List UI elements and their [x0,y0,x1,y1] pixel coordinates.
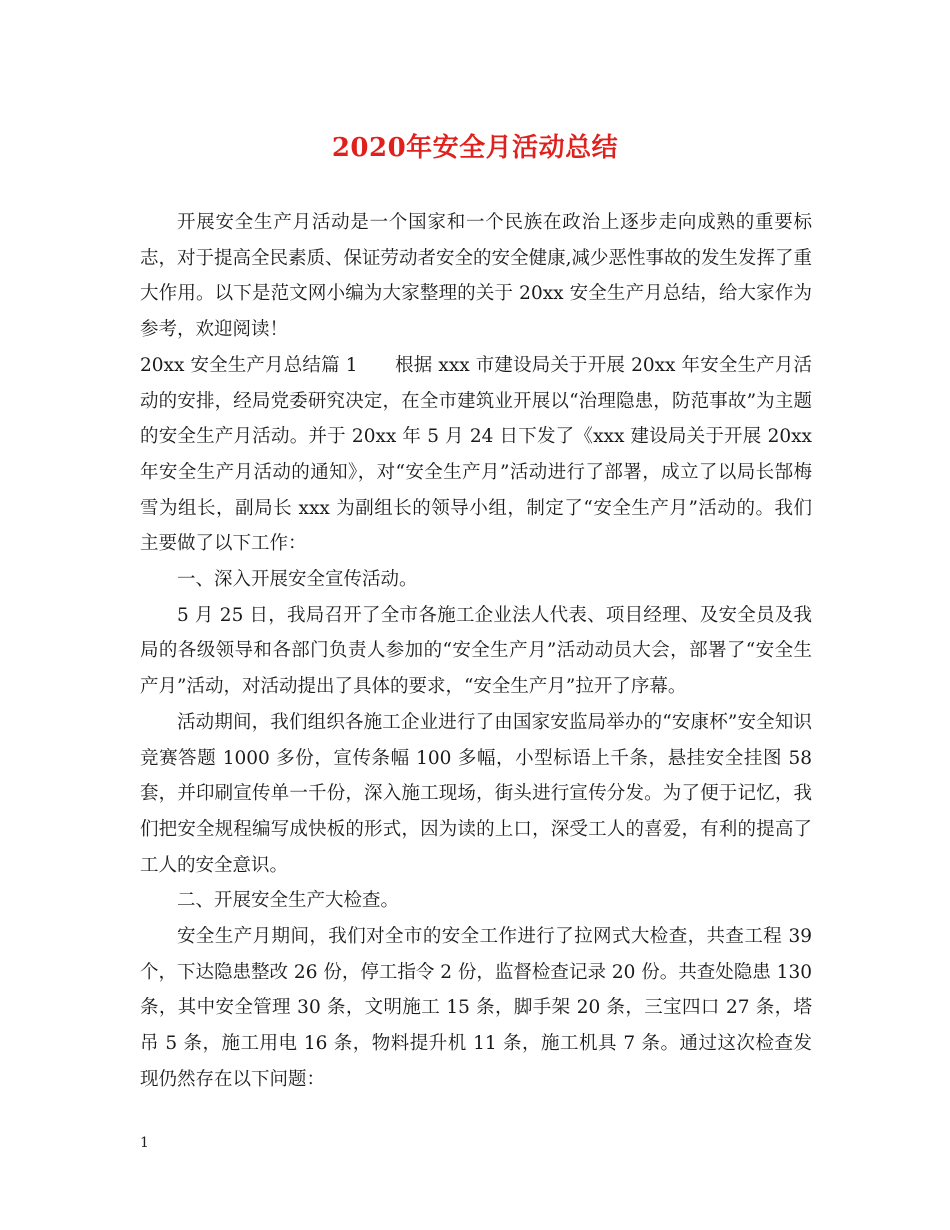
page-number: 1 [140,1135,149,1151]
heading-section-1: 一、深入开展安全宣传活动。 [177,569,418,591]
paragraph-mobilization: 5 月 25 日，我局召开了全市各施工企业法人代表、项目经理、及安全员及我局的各级领导和各部门负责人参加的“安全生产月”活动动员大会，部署了“安全生产月”活动，对活动提出了具体的要求，“安全生产月”拉开了序幕。 [140,604,812,698]
paragraph-intro: 开展安全生产月活动是一个国家和一个民族在政治上逐步走向成熟的重要标志，对于提高全民素质、保证劳动者安全的安全健康,减少恶性事故的发生发挥了重大作用。以下是范文网小编为大家整理的关于 20xx 安全生产月总结，给大家作为参考，欢迎阅读！ [140,212,812,341]
paragraph-inspection: 安全生产月期间，我们对全市的安全工作进行了拉网式大检查，共查工程 39 个，下达隐患整改 26 份，停工指令 2 份，监督检查记录 20 份。共查处隐患 130 条，其中安全管理 30 条，文明施工 15 条，脚手架 20 条，三宝四口 27 条，塔吊 5 条，施工用电 16 条，物料提升机 11 条，施工机具 7 条。通过这次检查发现仍然存在以下问题： [140,926,812,1090]
paragraph-publicity: 活动期间，我们组织各施工企业进行了由国家安监局举办的“安康杯”安全知识竞赛答题 1000 多份，宣传条幅 100 多幅，小型标语上千条，悬挂安全挂图 58 套，并印刷宣传单一千份，深入施工现场，街头进行宣传分发。为了便于记忆，我们把安全规程编写成快板的形式，因为读的上口，深受工人的喜爱，有利的提高了工人的安全意识。 [140,711,812,876]
heading-section-2: 二、开展安全生产大检查。 [177,890,400,912]
paragraph-summary-1: 20xx 安全生产月总结篇 1 根据 xxx 市建设局关于开展 20xx 年安全生产月活动的安排，经局党委研究决定，在全市建筑业开展以“治理隐患，防范事故”为主题的安全生产月活动。并于 20xx 年 5 月 24 日下发了《xxx 建设局关于开展 20xx 年安全生产月活动的通知》，对“安全生产月”活动进行了部署，成立了以局长郜梅雪为组长，副局长 xxx 为副组长的领导小组，制定了“安全生产月”活动的。我们主要做了以下工作： [140,354,812,555]
document-title: 2020年安全月活动总结 [331,133,619,163]
document-body [140,205,812,1098]
